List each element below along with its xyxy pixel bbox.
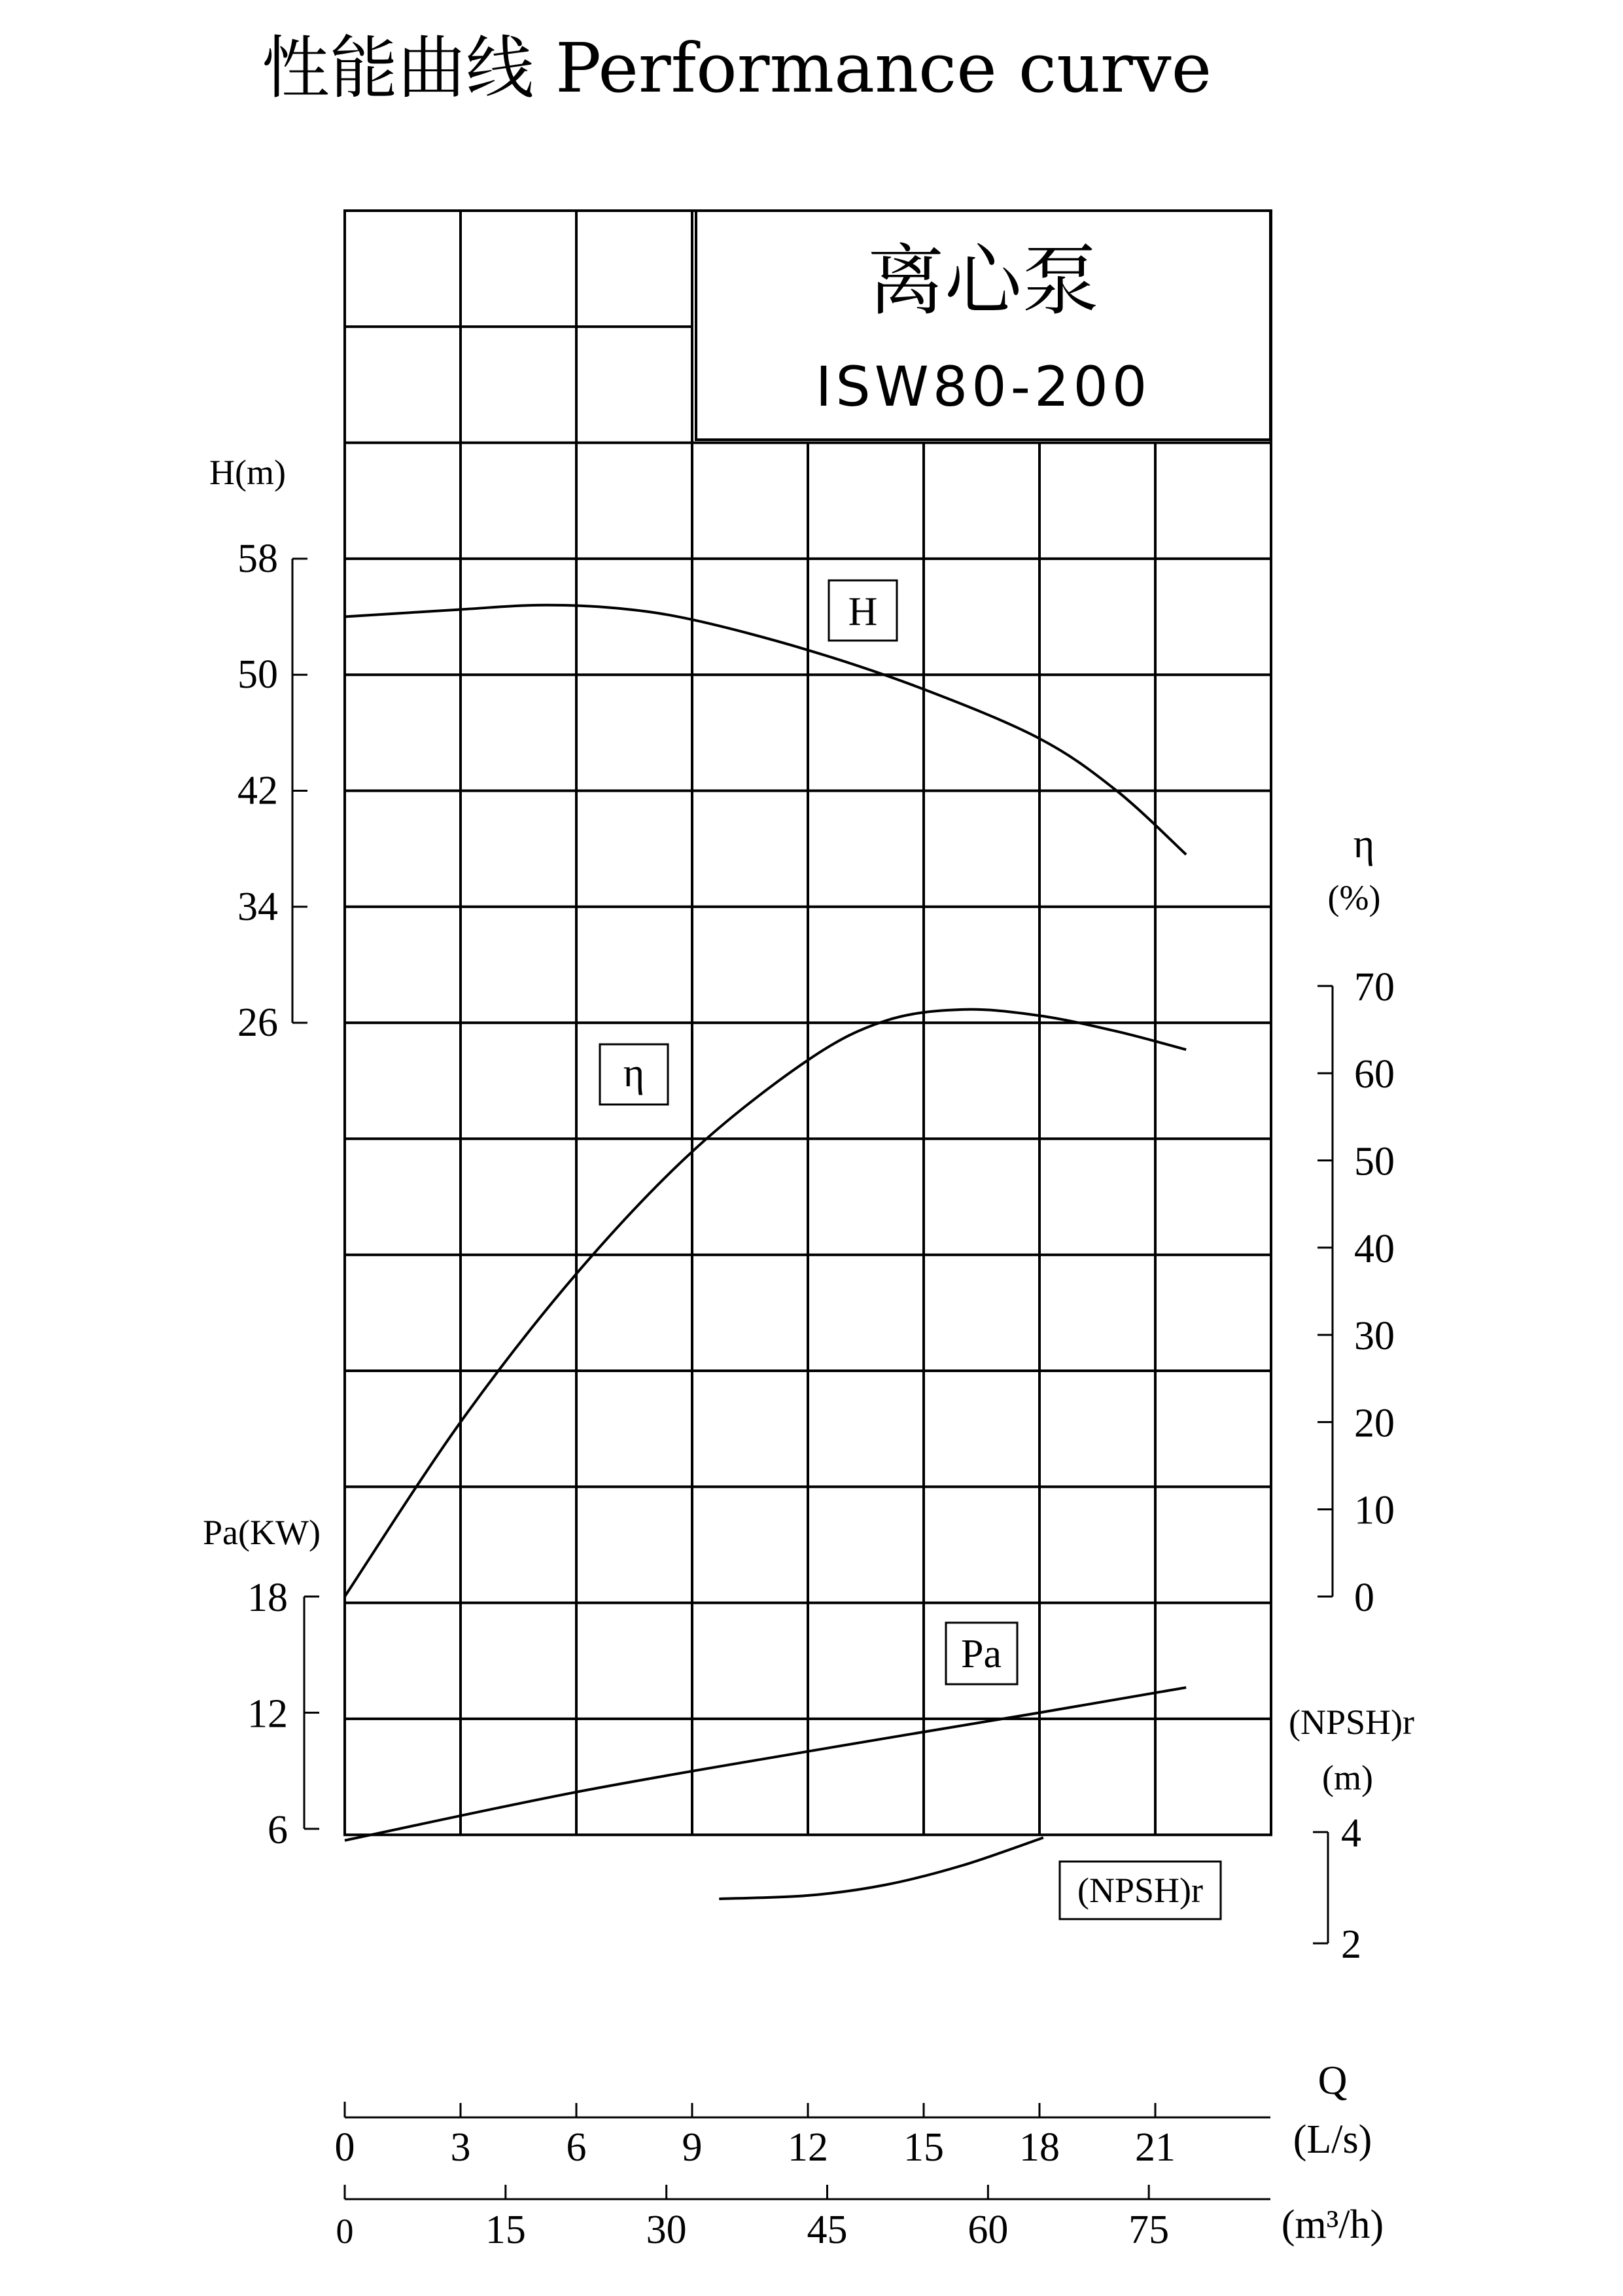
flow-ls-tick-label: 18	[1019, 2125, 1060, 2170]
curve-label-h	[829, 580, 897, 641]
performance-curves	[345, 605, 1186, 1899]
eta-tick-label: 0	[1354, 1576, 1374, 1620]
h-tick-label: 58	[237, 536, 278, 581]
h-curve	[345, 605, 1186, 855]
curve-label-eta-text: η	[623, 1051, 645, 1095]
npsh-axis-unit: (m)	[1322, 1758, 1373, 1797]
flow-axis-unit-m3h: (m³/h)	[1281, 2202, 1384, 2247]
h-axis-label: H(m)	[209, 453, 286, 492]
eta-tick-label: 30	[1354, 1314, 1395, 1359]
npsh-axis-label: (NPSH)r	[1289, 1703, 1415, 1742]
h-tick-label: 34	[237, 884, 278, 929]
flow-ls-tick-label: 15	[903, 2125, 944, 2170]
curve-label-eta	[600, 1044, 668, 1104]
eta-axis	[1318, 822, 1395, 1620]
eta-axis-symbol: η	[1353, 822, 1375, 866]
pa-tick-label: 6	[268, 1808, 288, 1852]
npsh-tick-label: 2	[1341, 1922, 1361, 1967]
npsh-tick-label: 4	[1341, 1811, 1361, 1856]
flow-m3h-tick-label: 15	[485, 2208, 526, 2252]
flow-m3h-tick-label: 60	[968, 2208, 1009, 2252]
flow-ls-tick-label: 12	[788, 2125, 828, 2170]
flow-scale-ls	[335, 2058, 1372, 2170]
flow-axis-label: Q	[1318, 2058, 1348, 2103]
efficiency-curve	[345, 1010, 1186, 1597]
h-tick-label: 26	[237, 1000, 278, 1046]
eta-tick-label: 20	[1354, 1401, 1395, 1446]
pa-tick-label: 18	[247, 1576, 288, 1620]
npsh-curve	[719, 1838, 1043, 1899]
eta-tick-label: 60	[1354, 1052, 1395, 1097]
flow-m3h-tick-label: 30	[646, 2208, 687, 2252]
npsh-axis	[1289, 1703, 1414, 1967]
curve-label-npsh	[1060, 1862, 1221, 1919]
eta-tick-label: 40	[1354, 1226, 1395, 1271]
flow-ls-tick-label: 3	[450, 2125, 471, 2170]
chart-grid	[345, 211, 1271, 1835]
h-tick-label: 42	[237, 768, 278, 813]
eta-axis-unit: (%)	[1327, 878, 1381, 917]
h-tick-label: 50	[237, 652, 278, 698]
eta-tick-label: 70	[1354, 964, 1395, 1010]
pump-name: 离心泵	[867, 236, 1100, 326]
flow-ls-tick-label: 6	[566, 2125, 587, 2170]
curve-label-npsh-text: (NPSH)r	[1077, 1871, 1204, 1910]
pa-tick-label: 12	[247, 1691, 288, 1737]
curve-label-pa	[946, 1623, 1017, 1684]
curve-label-pa-text: Pa	[961, 1632, 1002, 1676]
curve-label-h-text: H	[848, 590, 878, 634]
pa-axis-label: Pa(KW)	[203, 1513, 321, 1552]
h-axis	[209, 453, 307, 1045]
page-title: 性能曲线 Performance curve	[262, 28, 1212, 108]
flow-ls-tick-label: 9	[682, 2125, 703, 2170]
flow-m3h-tick-label: 45	[807, 2208, 848, 2252]
eta-tick-label: 10	[1354, 1488, 1395, 1533]
flow-m3h-tick-label: 75	[1128, 2208, 1170, 2252]
flow-m3h-tick-label: 0	[336, 2212, 354, 2251]
flow-ls-tick-label: 0	[334, 2125, 355, 2170]
flow-scale-m3h	[336, 2185, 1384, 2252]
power-curve	[345, 1687, 1186, 1841]
pa-axis	[203, 1513, 321, 1852]
pump-model: ISW80-200	[815, 355, 1151, 419]
flow-ls-tick-label: 21	[1135, 2125, 1176, 2170]
eta-tick-label: 50	[1354, 1139, 1395, 1184]
flow-axis-unit-ls: (L/s)	[1293, 2117, 1372, 2162]
